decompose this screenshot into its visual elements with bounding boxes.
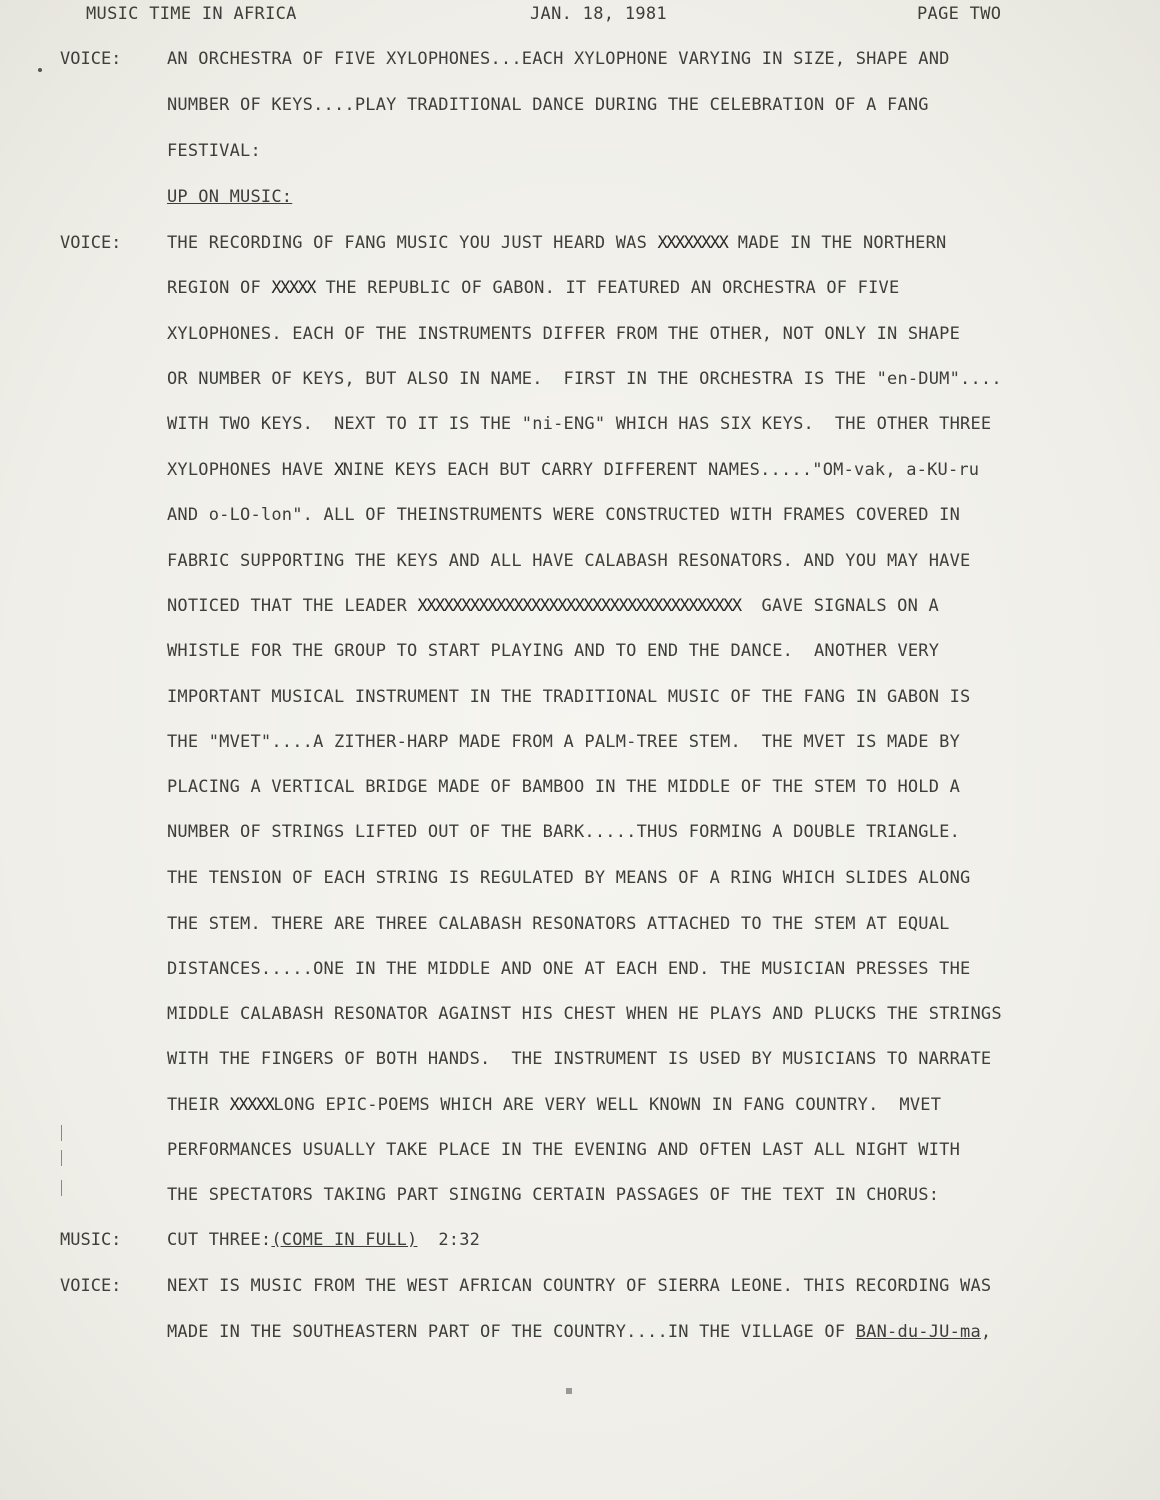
script-line [0, 360, 1160, 405]
line-text: PERFORMANCES USUALLY TAKE PLACE IN THE EVENING AND OFTEN LAST ALL NIGHT WITH [167, 1140, 961, 1160]
script-line [0, 315, 1160, 360]
cue-up-on-music: UP ON MUSIC: [167, 187, 293, 207]
header-page-number: PAGE TWO [917, 4, 1002, 24]
script-line [0, 678, 1160, 723]
line-text: REGION OF XXXXX THE REPUBLIC OF GABON. IT FEATURED AN ORCHESTRA OF FIVE [167, 278, 900, 298]
line-text: WHISTLE FOR THE GROUP TO START PLAYING AND TO END THE DANCE. ANOTHER VERY [167, 641, 940, 661]
script-line [0, 813, 1160, 858]
speaker-label: VOICE: [60, 1276, 122, 1296]
line-text: OR NUMBER OF KEYS, BUT ALSO IN NAME. FIRST IN THE ORCHESTRA IS THE "en-DUM".... [167, 369, 1002, 389]
script-line [0, 542, 1160, 587]
line-text: NOTICED THAT THE LEADER XXXXXXXXXXXXXXXXXXXXXXXXXXXXXXXXXXXXX GAVE SIGNALS ON A [167, 596, 939, 616]
script-line [0, 950, 1160, 995]
script-line [0, 768, 1160, 813]
line-text: NUMBER OF KEYS....PLAY TRADITIONAL DANCE DURING THE CELEBRATION OF A FANG [167, 95, 929, 115]
script-line [0, 587, 1160, 632]
script-line [0, 995, 1160, 1040]
line-text: AND o-LO-lon". ALL OF THEINSTRUMENTS WERE CONSTRUCTED WITH FRAMES COVERED IN [167, 505, 961, 525]
line-text: XYLOPHONES HAVE XNINE KEYS EACH BUT CARRY DIFFERENT NAMES....."OM-vak, a-KU-ru [167, 460, 980, 480]
line-text: DISTANCES.....ONE IN THE MIDDLE AND ONE AT EACH END. THE MUSICIAN PRESSES THE [167, 959, 971, 979]
script-line [0, 405, 1160, 450]
line-text: THE SPECTATORS TAKING PART SINGING CERTAIN PASSAGES OF THE TEXT IN CHORUS: [167, 1185, 940, 1205]
speaker-label: VOICE: [60, 49, 122, 69]
line-text: THEIR XXXXXLONG EPIC-POEMS WHICH ARE VERY WELL KNOWN IN FANG COUNTRY. MVET [167, 1095, 942, 1115]
header-program-title: MUSIC TIME IN AFRICA [86, 4, 297, 24]
stray-mark [566, 1388, 572, 1394]
script-line [0, 132, 1160, 177]
line-text: PLACING A VERTICAL BRIDGE MADE OF BAMBOO IN THE MIDDLE OF THE STEM TO HOLD A [167, 777, 961, 797]
line-text: IMPORTANT MUSICAL INSTRUMENT IN THE TRADITIONAL MUSIC OF THE FANG IN GABON IS [167, 687, 971, 707]
strikeout: XXXXXXXXXXXXXXXXXXXXXXXXXXXXXXXXXXXXX [417, 596, 741, 616]
line-text: MADE IN THE SOUTHEASTERN PART OF THE COUNTRY....IN THE VILLAGE OF BAN-du-JU-ma, [167, 1322, 992, 1342]
script-line [0, 1086, 1160, 1131]
script-line [0, 632, 1160, 677]
strikeout: XXXXX [229, 1095, 274, 1115]
script-line [0, 496, 1160, 541]
script-line [0, 1040, 1160, 1085]
script-line [0, 224, 1160, 269]
line-text: NEXT IS MUSIC FROM THE WEST AFRICAN COUNTRY OF SIERRA LEONE. THIS RECORDING WAS [167, 1276, 992, 1296]
line-text: THE "MVET"....A ZITHER-HARP MADE FROM A PALM-TREE STEM. THE MVET IS MADE BY [167, 732, 961, 752]
script-line [0, 40, 1160, 85]
line-text: XYLOPHONES. EACH OF THE INSTRUMENTS DIFFER FROM THE OTHER, NOT ONLY IN SHAPE [167, 324, 961, 344]
line-text: NUMBER OF STRINGS LIFTED OUT OF THE BARK.....THUS FORMING A DOUBLE TRIANGLE. [167, 822, 961, 842]
script-line [0, 905, 1160, 950]
line-text: THE TENSION OF EACH STRING IS REGULATED BY MEANS OF A RING WHICH SLIDES ALONG [167, 868, 971, 888]
line-text: WITH THE FINGERS OF BOTH HANDS. THE INSTRUMENT IS USED BY MUSICIANS TO NARRATE [167, 1049, 992, 1069]
line-text: FESTIVAL: [167, 141, 261, 161]
script-line [0, 1313, 1160, 1358]
line-text: AN ORCHESTRA OF FIVE XYLOPHONES...EACH XYLOPHONE VARYING IN SIZE, SHAPE AND [167, 49, 950, 69]
script-line [0, 1176, 1160, 1221]
script-line [0, 451, 1160, 496]
strikeout: X [333, 460, 343, 480]
script-line [0, 86, 1160, 131]
script-line [0, 859, 1160, 904]
script-line [0, 1221, 1160, 1266]
music-cue: CUT THREE:(COME IN FULL) 2:32 [167, 1230, 481, 1250]
speaker-label: MUSIC: [60, 1230, 122, 1250]
script-line [0, 1267, 1160, 1312]
script-line [0, 1131, 1160, 1176]
line-text: FABRIC SUPPORTING THE KEYS AND ALL HAVE CALABASH RESONATORS. AND YOU MAY HAVE [167, 551, 971, 571]
line-text: WITH TWO KEYS. NEXT TO IT IS THE "ni-ENG" WHICH HAS SIX KEYS. THE OTHER THREE [167, 414, 992, 434]
line-text: MIDDLE CALABASH RESONATOR AGAINST HIS CHEST WHEN HE PLAYS AND PLUCKS THE STRINGS [167, 1004, 1002, 1024]
header-date: JAN. 18, 1981 [530, 4, 667, 24]
strikeout: XXXXXXXX [657, 233, 728, 253]
script-line [0, 178, 1160, 223]
line-text: THE RECORDING OF FANG MUSIC YOU JUST HEARD WAS XXXXXXXX MADE IN THE NORTHERN [167, 233, 947, 253]
speaker-label: VOICE: [60, 233, 122, 253]
script-line [0, 269, 1160, 314]
strikeout: XXXXX [271, 278, 316, 298]
script-line [0, 723, 1160, 768]
line-text: THE STEM. THERE ARE THREE CALABASH RESONATORS ATTACHED TO THE STEM AT EQUAL [167, 914, 950, 934]
